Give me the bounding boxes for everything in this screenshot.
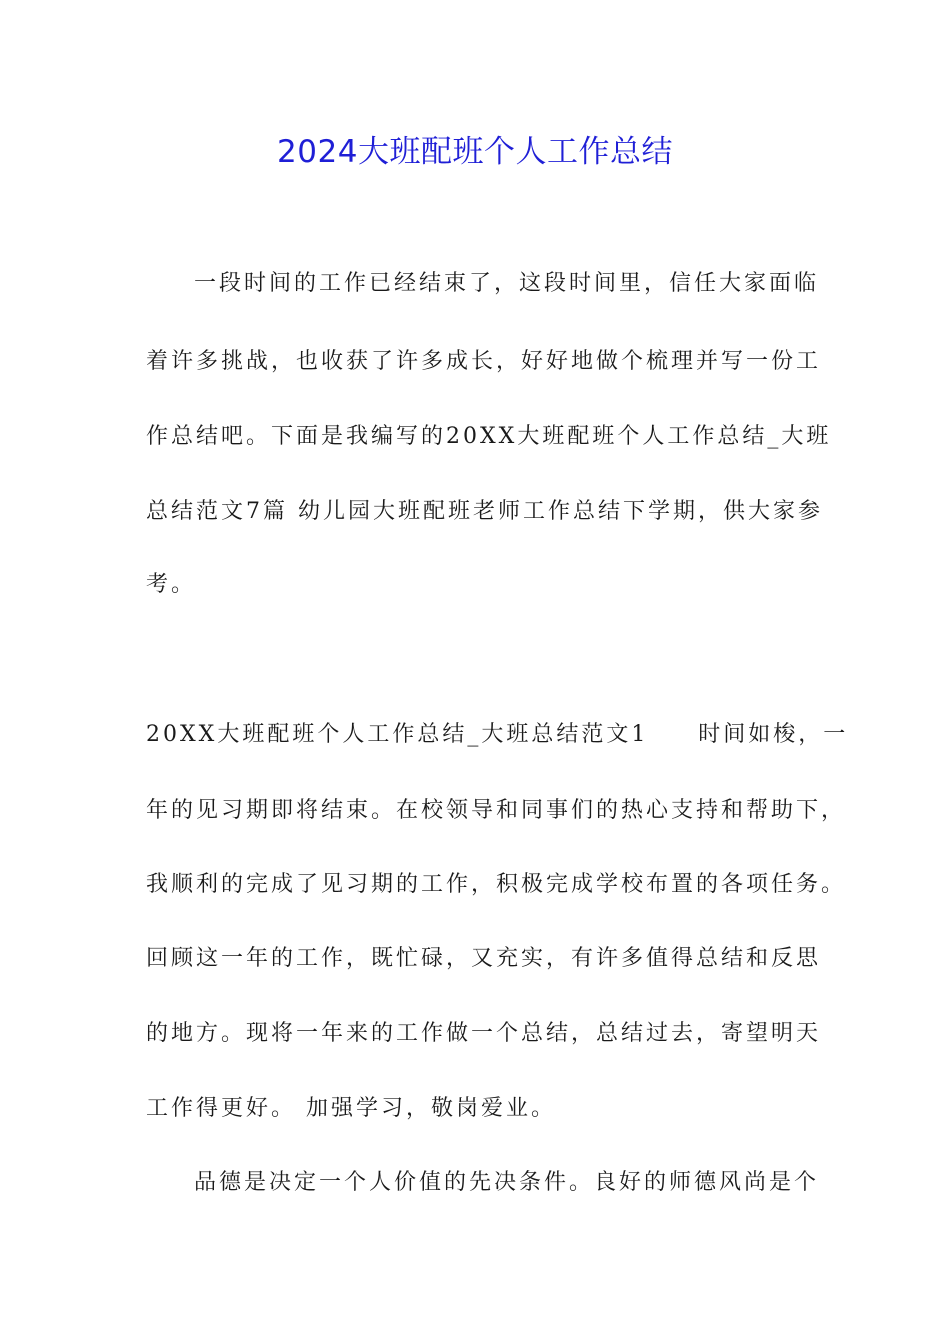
- paragraph-line: 总结范文7篇 幼儿园大班配班老师工作总结下学期，供大家参: [146, 499, 823, 524]
- paragraph-line: 一段时间的工作已经结束了，这段时间里，信任大家面临: [194, 271, 820, 296]
- paragraph-line: 着许多挑战，也收获了许多成长，好好地做个梳理并写一份工: [146, 349, 822, 374]
- paragraph-line: 20XX大班配班个人工作总结_大班总结范文1 时间如梭，一: [146, 722, 849, 747]
- paragraph-line: 考。: [146, 572, 197, 597]
- paragraph-line: 的地方。现将一年来的工作做一个总结，总结过去，寄望明天: [146, 1021, 822, 1046]
- paragraph-line: 我顺利的完成了见习期的工作，积极完成学校布置的各项任务。: [146, 872, 847, 897]
- paragraph-line: 作总结吧。下面是我编写的20XX大班配班个人工作总结_大班: [146, 424, 832, 449]
- paragraph-line: 品德是决定一个人价值的先决条件。良好的师德风尚是个: [194, 1170, 820, 1195]
- paragraph-line: 回顾这一年的工作，既忙碌，又充实，有许多值得总结和反思: [146, 946, 822, 971]
- page-title: 2024大班配班个人工作总结: [277, 134, 673, 170]
- paragraph-line: 年的见习期即将结束。在校领导和同事们的热心支持和帮助下，: [146, 798, 847, 823]
- paragraph-line: 工作得更好。 加强学习，敬岗爱业。: [146, 1096, 556, 1121]
